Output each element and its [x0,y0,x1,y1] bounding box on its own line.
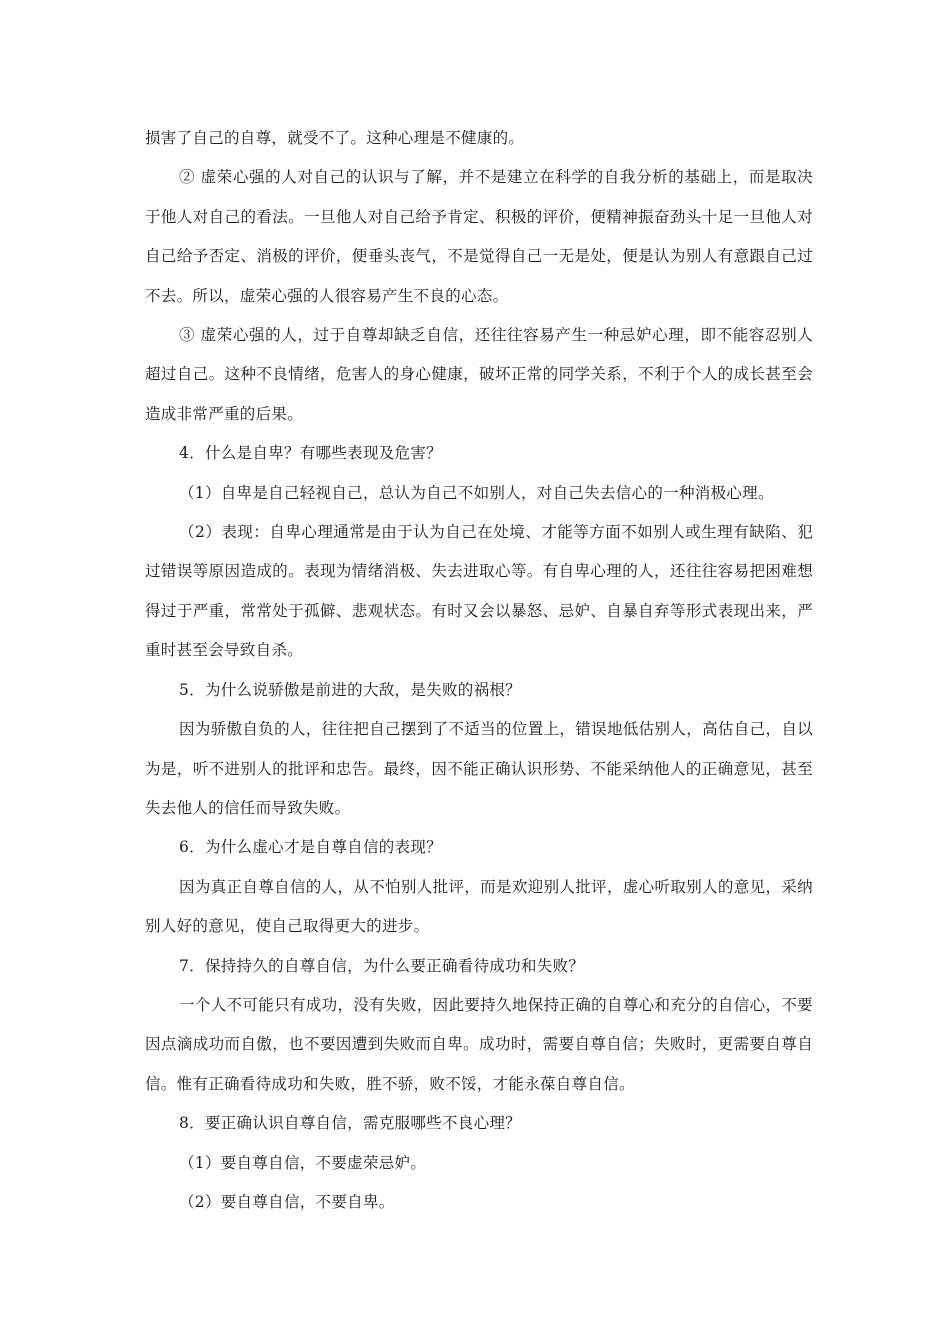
answer-5: 因为骄傲自负的人，往往把自己摆到了不适当的位置上，错误地低估别人，高估自己，自以为是，听不进别人的批评和忠告。最终，因不能正确认识形势、不能采纳他人的正确意见，甚至失去他人的信任而导致失败。 [145,720,813,817]
question-heading-5: 5．为什么说骄傲是前进的大敌，是失败的祸根？ [179,680,521,699]
question-heading-8: 8．要正确认识自尊自信，需克服哪些不良心理？ [179,1114,521,1133]
answer-7: 一个人不可能只有成功，没有失败，因此要持久地保持正确的自尊心和充分的自信心，不要因点滴成功而自傲，也不要因遭到失败而自卑。成功时，需要自尊自信；失败时，更需要自尊自信。惟有正确看待成功和失败，胜不骄，败不馁，才能永葆自尊自信。 [145,995,813,1093]
document-body [145,119,813,1222]
paragraph-continued: 损害了自己的自尊，就受不了。这种心理是不健康的。 [145,129,525,147]
answer-4-item-2: （2）表现：自卑心理通常是由于认为自己在处境、才能等方面不如别人或生理有缺陷、犯过错误等原因造成的。表现为情绪消极、失去进取心等。有自卑心理的人，还往往容易把困难想得过于严重，常常处于孤僻、悲观状态。有时又会以暴怒、忌妒、自暴自弃等形式表现出来，严重时甚至会导致自杀。 [145,523,813,660]
answer-8-item-2: （2）要自尊自信，不要自卑。 [179,1192,395,1211]
question-heading-6: 6．为什么虚心才是自尊自信的表现？ [179,838,442,857]
question-heading-4: 4．什么是自卑？有哪些表现及危害？ [179,444,442,463]
question-heading-7: 7．保持持久的自尊自信，为什么要正确看待成功和失败？ [179,956,585,975]
answer-4-item-1: （1）自卑是自己轻视自己，总认为自己不如别人，对自己失去信心的一种消极心理。 [179,483,774,502]
answer-8-item-1: （1）要自尊自信，不要虚荣忌妒。 [179,1153,427,1172]
paragraph-vanity-point-3: ③ 虚荣心强的人，过于自尊却缺乏自信，还往往容易产生一种忌妒心理，即不能容忍别人超过自己。这种不良情绪，危害人的身心健康，破坏正常的同学关系，不利于个人的成长甚至会造成非常严重的后果。 [145,326,813,423]
answer-6: 因为真正自尊自信的人，从不怕别人批评，而是欢迎别人批评，虚心听取别人的意见，采纳别人好的意见，使自己取得更大的进步。 [145,877,813,936]
paragraph-vanity-point-2: ② 虚荣心强的人对自己的认识与了解，并不是建立在科学的自我分析的基础上，而是取决于他人对自己的看法。一旦他人对自己给予肯定、积极的评价，便精神振奋劲头十足一旦他人对自己给予否定、消极的评价，便垂头丧气，不是觉得自己一无是处，便是认为别人有意跟自己过不去。所以，虚荣心强的人很容易产生不良的心态。 [145,168,813,305]
